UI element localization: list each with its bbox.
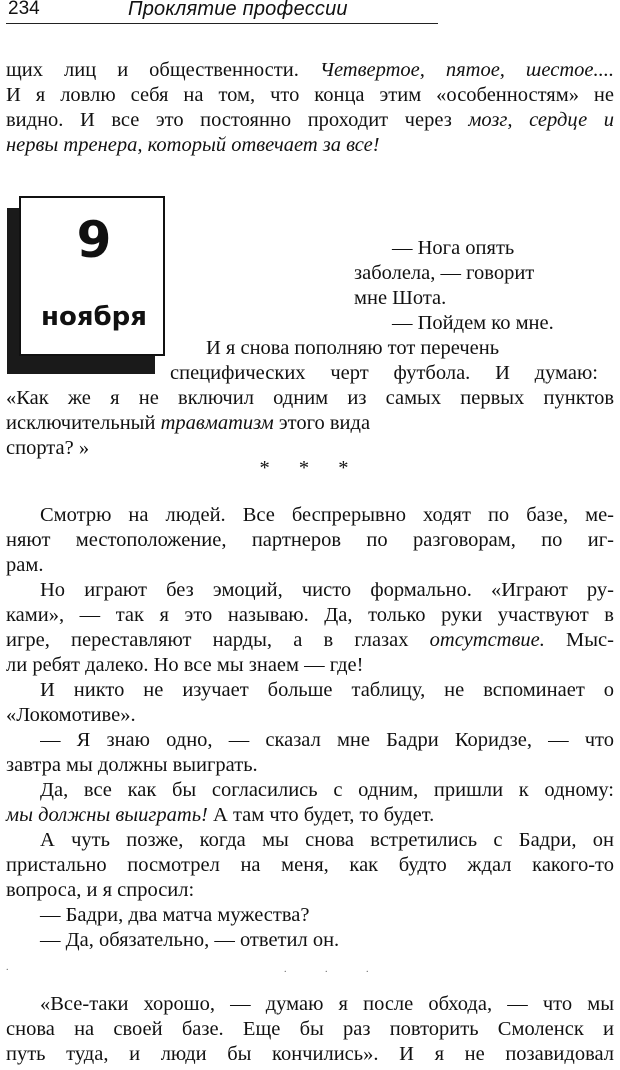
text-run: видно. И все это постоянно проходит через bbox=[6, 109, 469, 131]
text-run: путь туда, и люди бы кончились». И я не позавидовал bbox=[6, 1043, 614, 1065]
text-line bbox=[40, 903, 309, 928]
text-line bbox=[6, 528, 614, 553]
text-line bbox=[6, 108, 614, 133]
text-run: — Да, обязательно, — ответил он. bbox=[40, 929, 340, 951]
text-run: заболела, — говорит bbox=[354, 262, 535, 284]
text-line bbox=[6, 133, 380, 158]
text-line bbox=[6, 1042, 614, 1067]
text-run: Смотрю на людей. Все беспрерывно ходят по базе, ме- bbox=[40, 504, 614, 526]
text-line bbox=[354, 261, 534, 286]
header-rule bbox=[6, 23, 438, 24]
text-run: исключительный bbox=[6, 412, 161, 434]
text-run: пристально посмотрел на меня, как будто ждал какого-то bbox=[6, 854, 614, 876]
text-run: няют местоположение, партнеров по разговорам, по иг- bbox=[6, 529, 614, 551]
text-line bbox=[6, 58, 614, 83]
date-day: 9 bbox=[76, 211, 112, 269]
text-line bbox=[6, 628, 614, 653]
section-separator: * * * bbox=[259, 457, 361, 479]
text-line bbox=[6, 653, 363, 678]
text-run: «Локомотиве». bbox=[6, 704, 136, 726]
text-run: И я снова пополняю тот перечень bbox=[206, 337, 500, 359]
text-line bbox=[6, 603, 614, 628]
text-line bbox=[6, 703, 136, 728]
text-run: Мыс- bbox=[544, 629, 614, 651]
text-run: И никто не изучает больше таблицу, не вспоминает о bbox=[40, 679, 614, 701]
date-block bbox=[7, 196, 167, 374]
date-month: ноября bbox=[41, 302, 147, 332]
italic-text: Четвертое, пятое, шестое.... bbox=[319, 59, 614, 81]
text-run: ками», — так я это называю. Да, только руки участвуют в bbox=[6, 604, 614, 626]
running-title: Проклятие профессии bbox=[128, 0, 348, 20]
text-line bbox=[40, 992, 614, 1017]
text-run: «Все-таки хорошо, — думаю я после обхода, — что мы bbox=[40, 993, 614, 1015]
text-line bbox=[6, 83, 614, 108]
text-run: И я ловлю себя на том, что конца этим «особенностям» не bbox=[6, 84, 614, 106]
italic-text: нервы тренера, который отвечает за все! bbox=[6, 134, 380, 156]
text-line bbox=[6, 411, 370, 436]
text-run: снова на своей базе. Еще бы раз повторить Смоленск и bbox=[6, 1018, 614, 1040]
text-line bbox=[206, 336, 499, 361]
text-run: Но играют без эмоций, чисто формально. «Играют ру- bbox=[40, 579, 614, 601]
text-run: А там что будет, то будет. bbox=[207, 804, 435, 826]
text-run: — Бадри, два матча мужества? bbox=[40, 904, 310, 926]
text-run: этого вида bbox=[273, 412, 371, 434]
text-line bbox=[6, 853, 614, 878]
text-run: специфических черт футбола. И думаю: bbox=[170, 362, 598, 384]
text-run: — Я знаю одно, — сказал мне Бадри Коридзе, — что bbox=[40, 729, 614, 751]
text-run: — Нога опять bbox=[392, 237, 515, 259]
text-line bbox=[40, 578, 614, 603]
text-run: спорта? » bbox=[6, 437, 90, 459]
text-line bbox=[6, 553, 43, 578]
text-run: щих лиц и общественности. bbox=[6, 59, 320, 81]
text-line bbox=[392, 311, 554, 336]
text-run: «Как же я не включил одним из самых первых пунктов bbox=[6, 387, 614, 409]
text-line bbox=[40, 928, 339, 953]
text-line bbox=[6, 1017, 614, 1042]
text-run: рам. bbox=[6, 554, 44, 576]
text-line bbox=[6, 386, 614, 411]
text-line bbox=[6, 878, 194, 903]
date-card bbox=[19, 196, 165, 356]
page-number: 234 bbox=[8, 0, 40, 19]
print-dot: . bbox=[6, 962, 9, 973]
italic-text: мозг, сердце и bbox=[468, 109, 614, 131]
text-run: игре, переставляют нарды, а в глазах bbox=[6, 629, 430, 651]
text-run: ли ребят далеко. Но все мы знаем — где! bbox=[6, 654, 364, 676]
text-run: Да, все как бы согласились с одним, пришли к одному: bbox=[40, 779, 614, 801]
text-run: завтра мы должны выиграть. bbox=[6, 754, 258, 776]
italic-text: травматизм bbox=[160, 412, 274, 434]
print-dots: . . . bbox=[284, 964, 387, 975]
text-run: мне Шота. bbox=[354, 287, 447, 309]
italic-text: мы должны выиграть! bbox=[6, 804, 208, 826]
text-line bbox=[40, 778, 614, 803]
text-line bbox=[392, 236, 514, 261]
text-run: А чуть позже, когда мы снова встретились с Бадри, он bbox=[40, 829, 614, 851]
text-line bbox=[40, 678, 614, 703]
text-line bbox=[354, 286, 446, 311]
text-line bbox=[40, 728, 614, 753]
text-run: вопроса, и я спросил: bbox=[6, 879, 195, 901]
text-line bbox=[6, 803, 434, 828]
text-line bbox=[170, 361, 598, 386]
text-line bbox=[40, 503, 614, 528]
text-run: — Пойдем ко мне. bbox=[392, 312, 554, 334]
italic-text: отсутствие. bbox=[429, 629, 545, 651]
text-line bbox=[40, 828, 614, 853]
text-line bbox=[6, 753, 258, 778]
